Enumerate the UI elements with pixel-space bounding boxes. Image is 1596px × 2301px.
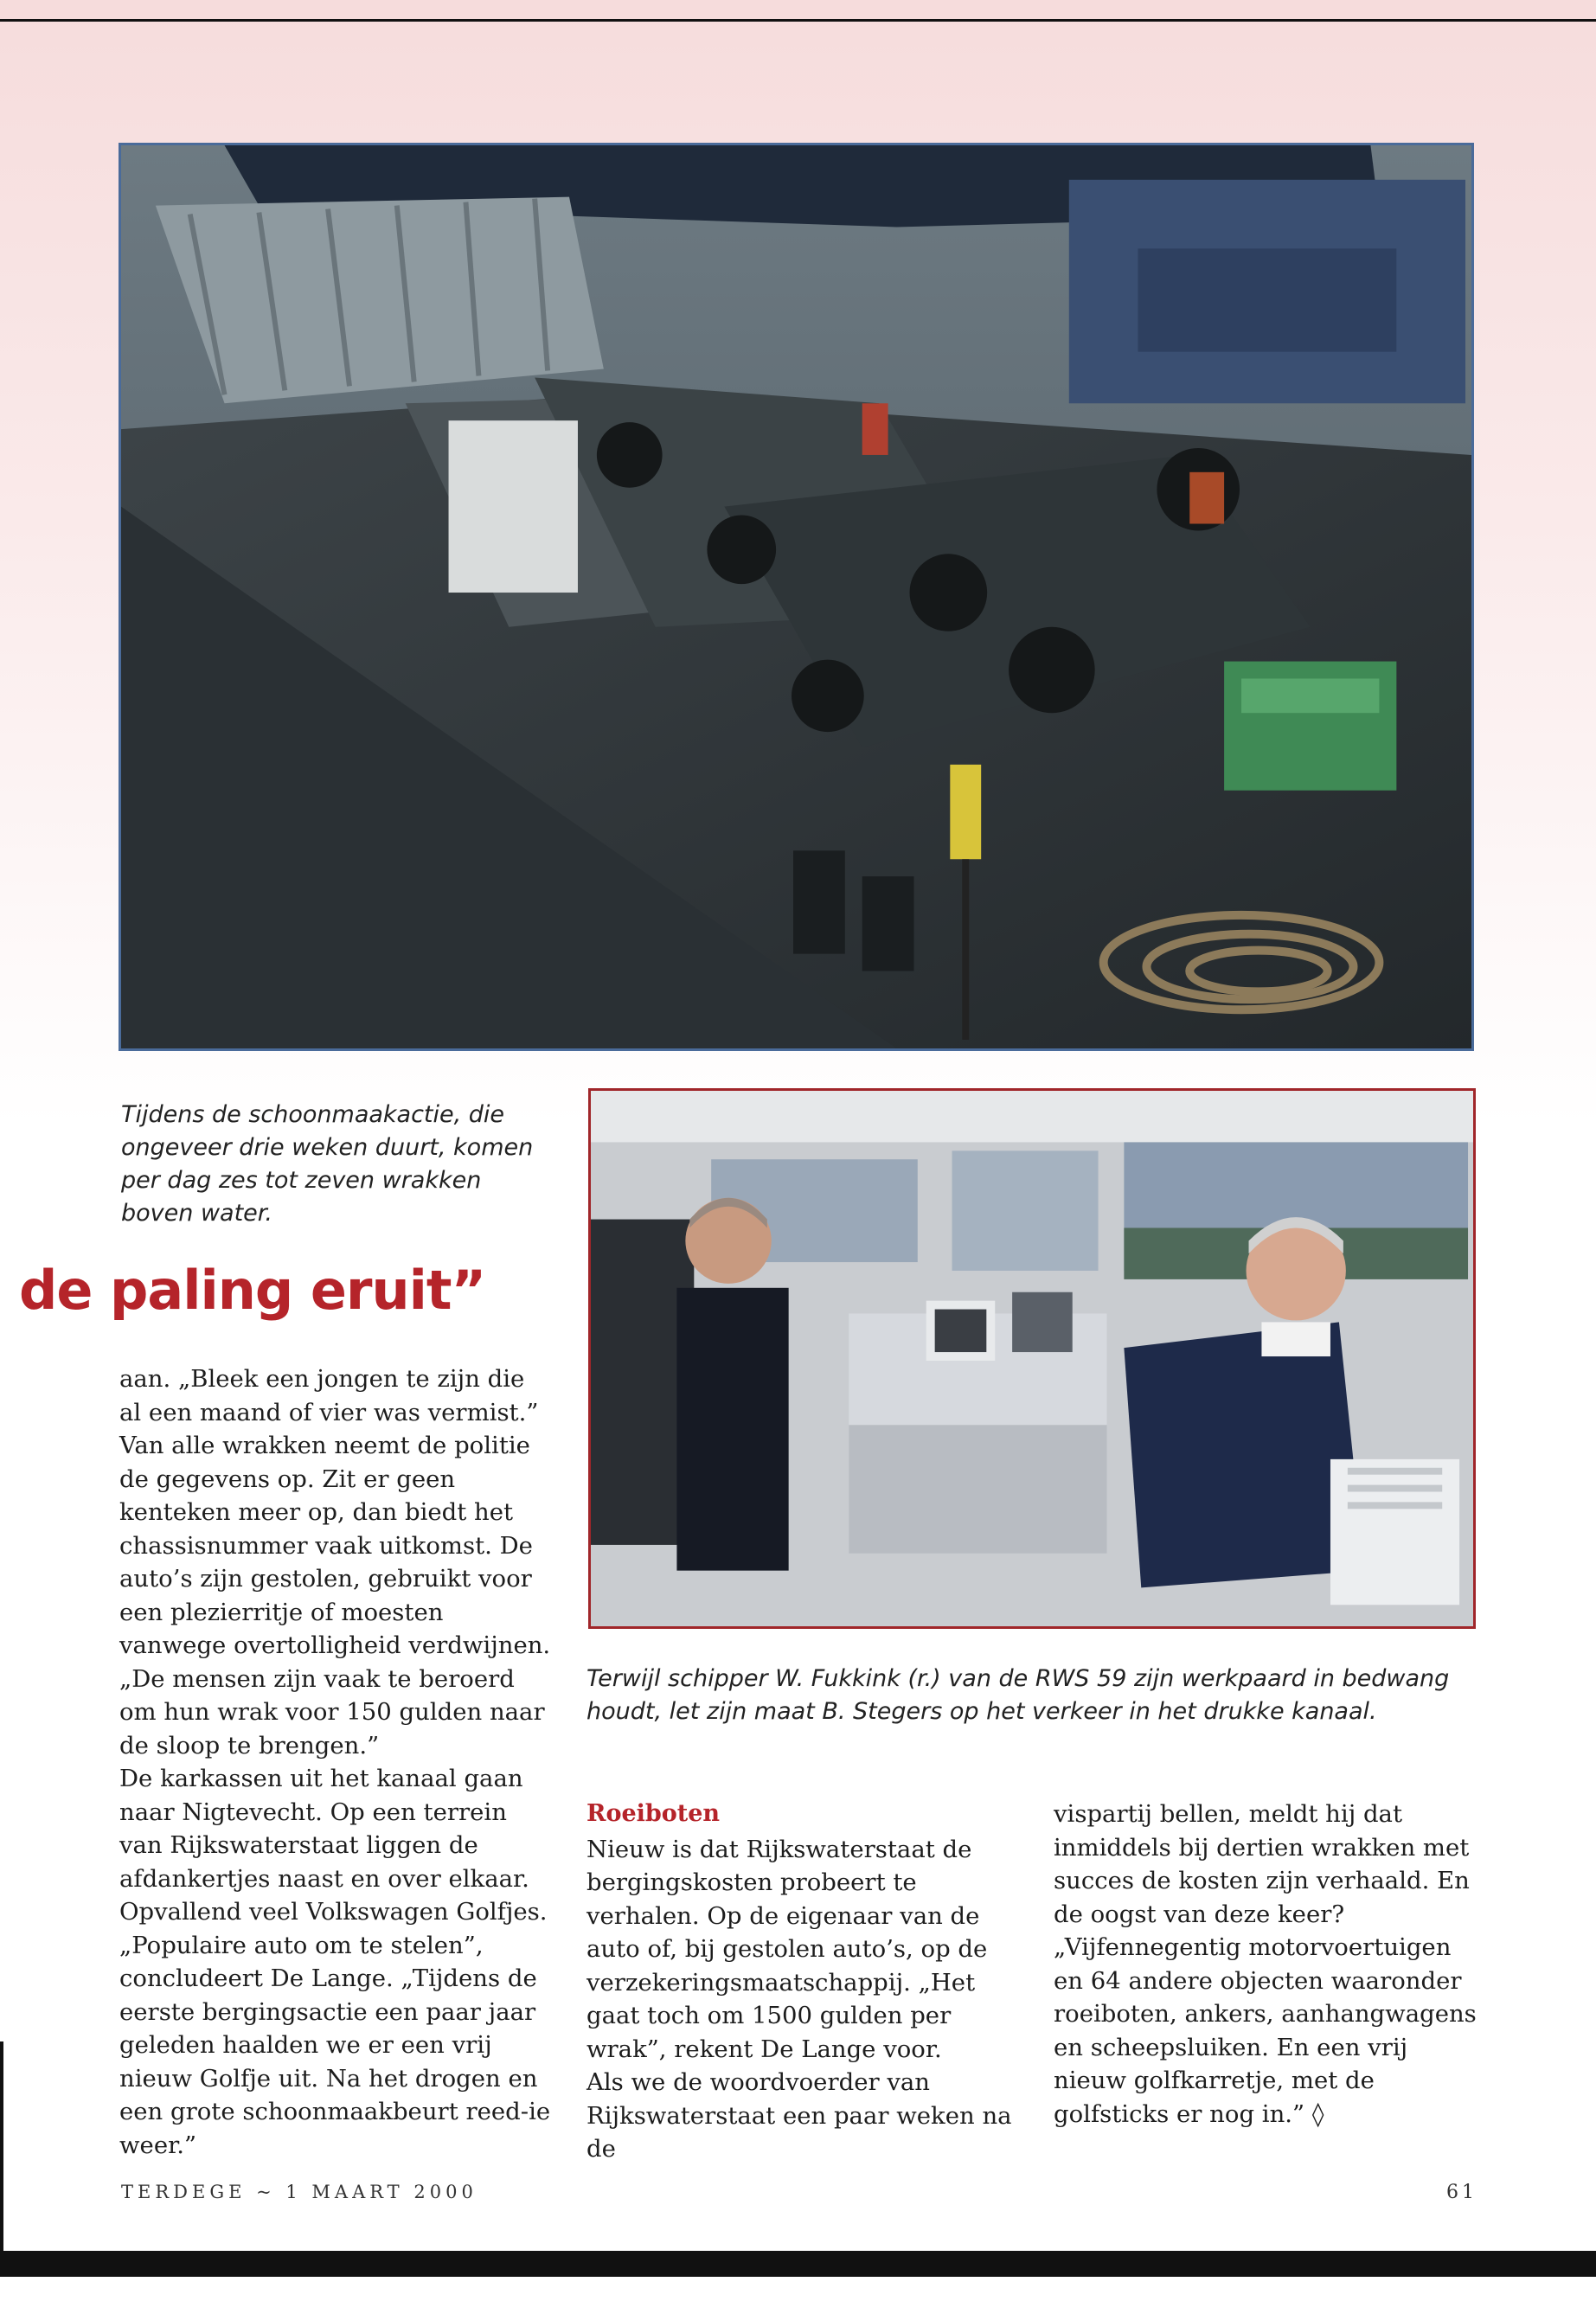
barge-wrecks-photo — [119, 143, 1474, 1051]
paragraph: vispartij bellen, meldt hij dat inmiddels bij dertien wrakken met succes de kosten zijn verhaald. En de oogst van deze keer? „Vijfennegentig motorvoertuigen en 64 andere objecten waaronder roeiboten, ankers, aanhangwagens en scheepsluiken. En een vrij nieuw golfkarretje, met de golfsticks er nog in.” ◊ — [1054, 1800, 1477, 2128]
article-headline: de paling eruit” — [19, 1259, 486, 1322]
bottom-photo-caption: Terwijl schipper W. Fukkink (r.) van de RWS 59 zijn werkpaard in bedwang houdt, let zijn maat B. Stegers op het verkeer in het drukke kanaal. — [586, 1665, 1450, 1725]
article-column-middle — [586, 1798, 1019, 2166]
page-number: 61 — [1446, 2182, 1477, 2203]
paragraph: Nieuw is dat Rijkswaterstaat de bergingskosten probeert te verhalen. Op de eigenaar van de auto of, bij gestolen auto’s, op de verzekeringsmaatschappij. „Het gaat toch om 1500 gulden per wrak”, rekent De Lange voor. — [586, 1835, 988, 2063]
wheelhouse-photo — [588, 1088, 1476, 1629]
paragraph: aan. „Bleek een jongen te zijn die al een maand of vier was vermist.” Van alle wrakken neemt de politie de gegevens op. Zit er geen kenteken meer op, dan biedt het chassisnummer vaak uitkomst. De auto’s zijn gestolen, gebruikt voor een plezierritje of moesten vanwege overtolligheid verdwijnen. „De mensen zijn vaak te beroerd om hun wrak voor 150 gulden naar de sloop te brengen.” — [119, 1365, 551, 1759]
paragraph: Als we de woordvoerder van Rijkswaterstaat een paar weken na de — [586, 2068, 1012, 2163]
top-rule — [0, 19, 1596, 22]
section-subhead: Roeiboten — [586, 1800, 721, 1827]
footer-publication: TERDEGE ~ 1 MAART 2000 — [121, 2182, 478, 2202]
article-column-left — [119, 1362, 552, 2162]
top-photo-caption: Tijdens de schoonmaakactie, die ongeveer drie weken duurt, komen per dag zes tot zeven wrakken boven water. — [121, 1101, 534, 1227]
paragraph: De karkassen uit het kanaal gaan naar Nigtevecht. Op een terrein van Rijkswaterstaat liggen de afdankertjes naast en over elkaar. Opvallend veel Volkswagen Golfjes. „Populaire auto om te stelen”, concludeert De Lange. „Tijdens de eerste bergingsactie een paar jaar geleden haalden we er een vrij nieuw Golfje uit. Na het drogen en een grote schoonmaakbeurt reed-ie weer.” — [119, 1765, 551, 2159]
article-column-right — [1054, 1798, 1486, 2131]
bottom-rule — [0, 2251, 1596, 2277]
margin-rule — [0, 2041, 3, 2258]
